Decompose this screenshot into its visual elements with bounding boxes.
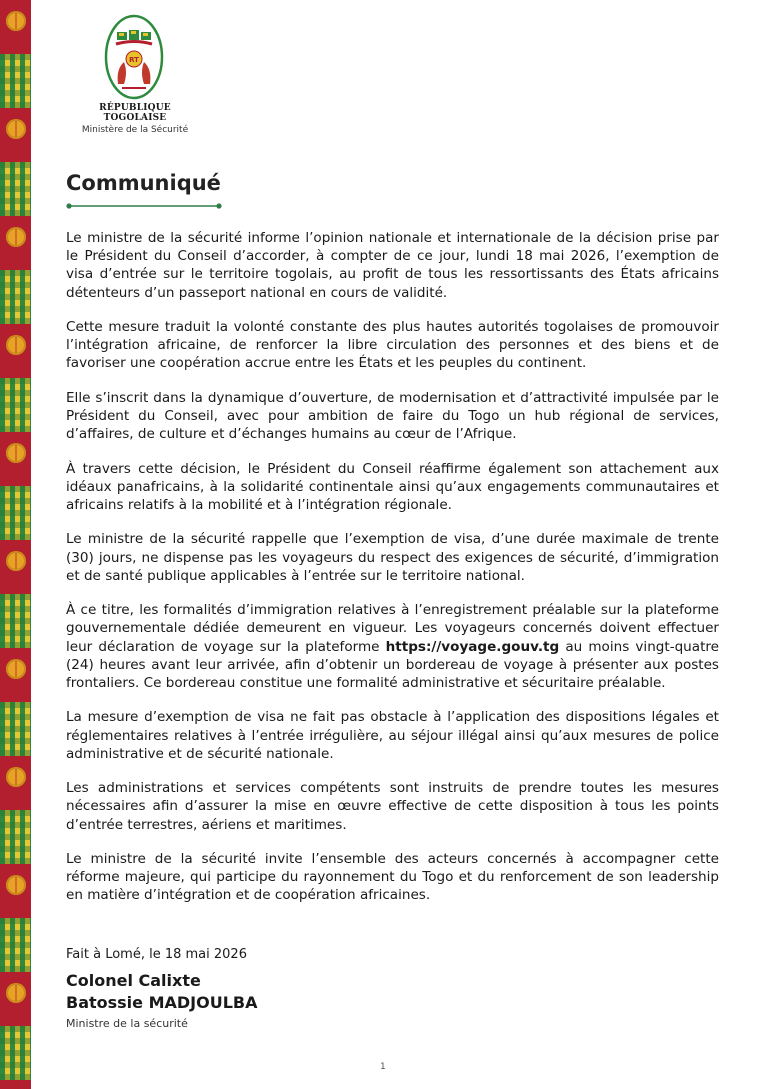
voyage-url-link[interactable]: https://voyage.gouv.tg [385,638,560,655]
sun-motif-icon [6,983,26,1003]
sun-motif-icon [6,335,26,355]
title-divider [66,203,222,209]
svg-text:RT: RT [129,56,139,64]
border-tile-stripes [0,162,31,216]
paragraph-8: Les administrations et services compétents sont instruits de prendre toutes les mesures nécessaires afin d’assurer la mise en œuvre effective de cette disposition à tous les points d’entrée terrestres, aériens et maritimes. [66,780,719,833]
sun-motif-icon [6,227,26,247]
paragraph-6 [66,601,719,692]
sun-motif-icon [6,11,26,31]
sun-motif-icon [6,551,26,571]
border-tile-sun [0,972,31,1026]
signatory-role: Ministre de la sécurité [66,1017,188,1030]
coat-of-arms-emblem [104,14,164,100]
signatory-name-line-1: Colonel Calixte [66,971,201,990]
paragraph-1: Le ministre de la sécurité informe l’opinion nationale et internationale de la décision prise par le Président du Conseil d’accorder, à compter de ce jour, lundi 18 mai 2026, l’exemption de visa d’entrée sur le territoire togolais, au profit de tous les ressortissants des États africains détenteurs d’un passeport national en cours de validité. [66,230,719,301]
paragraph-2: Cette mesure traduit la volonté constante des plus hautes autorités togolaises de promouvoir l’intégration africaine, de renforcer la libre circulation des personnes et des biens et de favoriser une coopération accrue entre les États et les peuples du continent. [66,319,719,372]
border-tile-sun [0,216,31,270]
paragraph-6-end: au moins vingt-quatre (24) heures avant leur arrivée, afin d’obtenir un bordereau de voyage à présenter aux postes frontaliers. Ce bordereau constitue une formalité administrative et sécuritaire préalable. [66,638,719,691]
border-tile-sun [0,1080,31,1089]
decorative-border [0,0,31,1089]
page-title: Communiqué [66,171,221,195]
signatory-name-line-2: Batossie MADJOULBA [66,993,258,1012]
border-tile-stripes [0,810,31,864]
place-date: Fait à Lomé, le 18 mai 2026 [66,947,247,962]
border-tile-stripes [0,270,31,324]
border-tile-sun [0,108,31,162]
border-tile-stripes [0,594,31,648]
border-tile-sun [0,756,31,810]
border-tile-sun [0,648,31,702]
sun-motif-icon [6,767,26,787]
border-tile-stripes [0,1026,31,1080]
border-tile-stripes [0,702,31,756]
border-tile-sun [0,0,31,54]
border-tile-sun [0,432,31,486]
paragraph-7: La mesure d’exemption de visa ne fait pas obstacle à l’application des dispositions légales et réglementaires relatives à l’entrée irrégulière, au séjour illégal ainsi qu’aux mesures de police administrative et de sécurité nationale. [66,709,719,762]
border-tile-stripes [0,918,31,972]
paragraph-9: Le ministre de la sécurité invite l’ensemble des acteurs concernés à accompagner cette réforme majeure, qui participe du rayonnement du Togo et du renforcement de son leadership en matière d’intégration et de coopération africaines. [66,850,719,904]
country-name: RÉPUBLIQUE TOGOLAISE [99,103,171,123]
border-tile-stripes [0,54,31,108]
ministry-name: Ministère de la Sécurité [81,125,189,135]
paragraph-3: Elle s’inscrit dans la dynamique d’ouverture, de modernisation et d’attractivité impulsée par le Président du Conseil, avec pour ambition de faire du Togo un hub régional de services, d’affaires, de culture et d’échanges humains au cœur de l’Afrique. [66,389,719,443]
border-tile-stripes [0,486,31,540]
border-tile-sun [0,540,31,594]
signatory-name [66,970,258,1014]
border-tile-sun [0,324,31,378]
communique-body [66,229,719,921]
paragraph-5: Le ministre de la sécurité rappelle que l’exemption de visa, d’une durée maximale de trente (30) jours, ne dispense pas les voyageurs du respect des exigences de sécurité, d’immigration et de santé publique applicables à l’entrée sur le territoire national. [66,531,719,584]
sun-motif-icon [6,443,26,463]
paragraph-4: À travers cette décision, le Président du Conseil réaffirme également son attachement aux idéaux panafricains, à la solidarité continentale ainsi qu’aux engagements communautaires et africains relatifs à la mobilité et à l’intégration régionale. [66,460,719,513]
sun-motif-icon [6,875,26,895]
sun-motif-icon [6,659,26,679]
border-tile-stripes [0,378,31,432]
sun-motif-icon [6,119,26,139]
page-number: 1 [380,1062,386,1072]
paragraph-6-start: À ce titre, les formalités d’immigration relatives à l’enregistrement préalable sur la plateforme gouvernementale dédiée demeurent en vigueur. Les voyageurs concernés doivent effectuer leur déclaration de voyage sur la plateforme [66,602,719,655]
border-tile-sun [0,864,31,918]
